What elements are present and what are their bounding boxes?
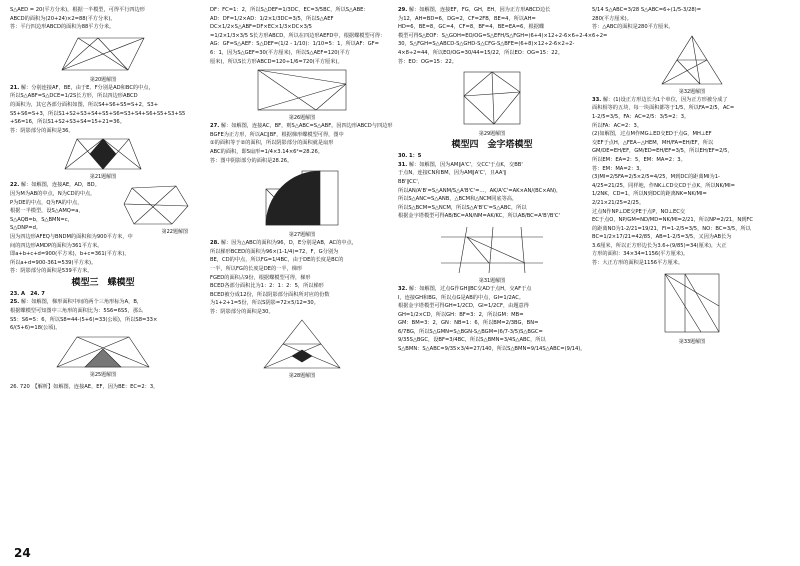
text-line: 5/14 S△ABC=3/28 S△ABC=6÷(1/5-3/28)= [592,7,702,13]
question-33 [592,96,792,105]
text-line: 所以AN/A'B'=S△ANM/S△A'B'C'=...，AK/A'C'=AK×AN/(BC×AN)， [398,187,562,194]
text-line: 所以a+d=900-361=539(平方米)。 [10,259,97,266]
figure-caption: 第25题解图 [89,371,117,378]
question-number: 21. [10,84,20,91]
text-line: 根据金字塔模型可得GH=1/2CD，GI=1/2CF，由题意得 [398,303,529,310]
text-line: S5：S6=5：6，所以S8=44-(5+6)=33(公顷)，所以S8=33× [10,316,158,323]
text-line: 因为四边形AFEQ与BNDM的面积和为900平方米，中 [10,233,133,240]
text-line: S△BMN：S△ABC=9/35×3/4=27/140，所以S△BMN=9/14S△ABC=(9/14)。 [398,346,586,353]
text-line: 解：如解图，梯形面积中间的两个三角形标为A，B， [20,299,143,306]
text-line: 6/7BG，所以S△GMN=S△BGN-S△BGM=(6/7-3/5)S△BGC= [398,328,543,335]
text-line: (3)MI=2/5FA=2/5×2/5=4/25，M到DC的距离MI为1- [592,174,720,181]
text-line: 答：阴影部分的面积是36。 [10,127,74,134]
text-line: FGED的面积占9份，根据蝶模型可得，梯形 [210,274,311,281]
text-line: BB'∥CC'， [398,178,423,185]
text-line: P为DE的中点，Q为FA的中点， [10,199,83,206]
section-heading: 模型四 金字塔模型 [451,140,533,151]
text-line: 解：如解图，因为AM∥A'C'，交CC'于点K，交BB' [408,161,523,168]
text-line: 答：△ABC的面积是280平方厘米。 [592,24,674,31]
figure-28 [262,318,342,370]
text-line: 1-2/5=3/5，FA：AC=2/5：3/5=2：3。 [592,113,690,120]
text-line: 所以S△ANC=S△ANB，△BCM和△NCM同底等高， [398,196,518,203]
text-line: 解：如解图，过点G作GH∥BC交AD于点H，交AF于点 [408,285,532,292]
text-line: 为1+2+1=5份，所以S阴影=72×5/12=30。 [210,300,319,307]
text-line: 6：1，因为S△GEF=30(平方厘米)，所以S△AEF=120(平方 [210,49,350,56]
text-line: 的距离NO为1-2/21=19/21，FI=1-2/5=3/5，NO：BC=3/5，所以 [592,225,751,232]
column-1 [10,6,196,391]
text-line: AG：GF=S△AEF：S△DEF=(1/2 - 1/10)：1/10=5：1，所以AF：GF= [210,41,379,48]
text-line: 即a+b+c+d=900(平方米)，b+c=361(平方米)， [10,251,130,258]
text-line: 2/21×21/25=2/25。 [592,199,645,206]
text-line: 答：阴影部分的面积是30。 [210,308,274,315]
text-line: 的面积为，其它各部分面积如图，所以S4+S6+S5=S+2，S3+ [10,101,159,108]
text-line: 解：因为△ABC的面积为96，D，E分别是AB，AC的中点， [220,240,357,247]
text-line: 26. 720 【解析】如解图，连接AE，EF，因为BE：EC=2：3， [10,383,159,390]
figure-caption: 第28题解图 [288,373,316,380]
figure-caption: 第32题解图 [678,88,706,95]
figure-caption: 第29题解图 [478,131,506,138]
text-line: 所以S△BCM=S△NCM，所以S△A'B'C'=S△ABC，所以 [398,204,527,211]
text-line: 280(平方厘米)。 [592,15,632,22]
text-line: 所以S△ABF=S△DCE=1/2S长方形，所以四边形ABCD [10,93,138,100]
figure-32 [660,34,724,86]
figure-caption: 第21题解图 [89,174,117,181]
text-line: 根据一半模型，设S△AMQ=a， [10,208,84,215]
text-line: 4×8÷2=44，所以EO/OG=30/44=15/22，所以EO：OG=15：22。 [398,49,564,56]
figure-caption: 第26题解图 [288,115,316,122]
figure-caption: 第20题解图 [89,76,117,83]
figure-33 [661,270,723,336]
text-line: BCED各部分面积比为1：2：1：2：5，所以梯形 [210,283,324,290]
text-line: 根据金字塔模型可得AB/BC=AN/NM=AK/KC，所以AB/BC=A'B'/B'C' [398,213,560,220]
text-line: 间的四边形AMDP的面积为361平方米。 [10,242,103,249]
text-line: 交EF于点H，△FEA∽△HEM，MH/FA=EH/EF，所以 [592,139,714,146]
text-line: S△AED = 20(平方分米)，根据一半模型，可得平行四边形 [10,7,145,13]
page-number: 24 [14,546,31,560]
figure-26 [256,68,348,112]
figure-caption: 第22题解图 [161,228,188,235]
question-number: 29. [398,7,408,13]
text-line: 23. A 24. 7 [10,290,45,297]
text-line: 答：图中阴影部分的面积是28.26。 [210,157,293,164]
text-line: ABCD的面积为(20+24)×2=88(平方分米)。 [10,15,116,22]
text-line: BC=1/2×17/21=42/85，AB=1-2/5=3/5，又因为AB长为 [592,234,732,241]
text-line: 答：大正方形的面积是1156平方厘米。 [592,260,684,267]
text-line: 过点N作NP⊥DE交PE于点P，NO⊥EC交 [592,208,686,215]
text-line: 30. 1：5 [398,153,422,160]
text-line: (2)如解图，过点M作MG⊥ED交ED于点G，MH⊥EF [592,131,712,138]
text-line: S△AQB=b，S△BMN=c， [10,216,73,223]
question-31 [398,161,586,170]
text-line: 解：如解图，连接AC，BF，则S△ABC=S△ABF。因四边形ABCD与四边形 [220,123,393,130]
question-number: 32. [398,285,408,292]
question-number: 25. [10,299,20,306]
text-line: GM/DE=EH/EF，GM/ED=EH/EF=3/5，所以EH/EF=2/5， [592,148,733,155]
text-line: 解：如解图，连接EF，FG，GH，EH，因为正方形ABCD边长 [408,7,551,13]
text-line: 解：(1)设正方形边长为1个单位，因为正方形被分成了 [602,96,728,103]
question-number: 22. [10,182,20,189]
text-line: I，连接GH和BG，所以点G是AB的中点，GI=1/2AC。 [398,294,525,301]
text-line: 方形的面积：34×34=1156(平方厘米)。 [592,251,689,258]
text-line: 答：EO：OG=15：22。 [398,58,457,65]
text-line: BGFE为正方形，所以AC∥BF，根据梯形蝶模型可得，图中 [210,131,344,138]
text-line: ①的面积等于②的面积，所以阴影部分的面积就是扇形 [210,140,334,147]
text-line: 所以EM：EA=2：5，EM：MA=2：3。 [592,156,686,163]
text-line: 所以梯形BCED的面积为96×(1-1/4)=72，F，G分别为 [210,248,339,255]
figure-27 [262,167,342,229]
figure-22 [122,184,190,228]
text-line: 1/2NK，CD=1，所以N到DC的距离NK=NK/MI= [592,191,707,198]
text-line: BE，CD的中点，所以FG=1/4BC，由于DE的长度是BC的 [210,257,344,264]
column-4 [592,6,792,346]
text-line: +S6=16，所以S1+S2+S3+S4=15+21=36。 [10,119,125,126]
section-heading: 模型三 蝶模型 [71,277,135,288]
text-line: 解：如解图，连接AE，AD，BD。 [20,182,100,189]
figure-caption: 第27题解图 [288,232,316,239]
text-line: GH=1/2×CD，所以GH：BF=3：2，所以GM：MB= [398,311,524,318]
text-line: 厘米)，所以S长方形ABCD=120÷1/6=720(平方厘米)。 [210,58,343,65]
text-line: 根据蝶模型可知图中三角形的面积比为：5S6=6S5，那么 [10,308,144,315]
text-line: 一半，所以FG的长度是DE的一半，梯形 [210,265,303,272]
text-line: EC于点O，NP/GM=ND/MD=NK/MI=2/21，所以NP=2/21，N到FC [592,217,754,224]
question-29 [398,6,586,15]
question-25 [10,298,196,307]
question-22-body [10,190,196,233]
text-line: 6/(5+6)=18(公顷)。 [10,325,61,332]
text-line: 答：阴影部分的面积是539平方米。 [10,268,93,275]
text-line: AD：DF=1/2×AD：1/2×1/3DC=3/5，所以S△AEF [210,15,334,22]
question-number: 33. [592,96,602,103]
text-line: ABC的面积，即S扇形=1/4×3.14×6²=28.26。 [210,148,323,155]
text-line: 3.6厘米，所以正方形边长为3.6÷(9/85)=34(厘米)，大正 [592,242,727,249]
question-28 [210,239,394,248]
text-line: BCED被分成12份，所以阴影部分面积所对应的份数 [210,291,330,298]
text-line: 面积相等的五块，每一块面积都等于1/5，所以FA=2/5，AC= [592,105,735,112]
text-line: =1/2×1/3×3/5 S长方形ABCD，所以在四边形AEFD中，根据蝶模型可得： [210,32,386,39]
question-32 [398,285,586,294]
figure-caption: 第33题解图 [678,338,706,345]
text-line: 30，S△FGH=S△ABCD-S△GHD-S△CFG-S△BFE=(6+8)×12÷2-6×2÷2- [398,41,575,48]
text-line: 答：平行四边形ABCD的面积为88平方分米。 [10,24,115,31]
text-line: DC×1/2×S△ABF=DF×EC×1/3×DC×3/5 [210,24,312,31]
text-line: 模型可得S△EOF：S△GOH=EO/OG=S△EFH/S△FGH=(6+4)×12÷2-6×6÷2-4×6÷2= [398,32,608,39]
text-line: 所以FA：AC=2：3。 [592,122,643,129]
figure-25 [55,335,151,369]
text-line: 9/35S△BGC，设BF=3/4BC，所以S△BMN=3/4S△ABC，所以 [398,337,546,344]
text-line: 因为M为AB的中点，N为CD的中点， [10,190,96,197]
text-line: S5+S6=S+3，所以S1+S2+S3+S4+S5+S6=S3+S4+S6+S5+S3+S5 [10,110,186,117]
text-line: GM：BM=3：2，GN：NB=1：6，所以BM=2/3BG，BN= [398,320,539,327]
text-line: 为12，AH=BD=6，DG=2，CF=2FB，BE=4，所以AH= [398,15,536,22]
figure-31 [437,223,547,275]
text-line: DF：FC=1：2，所以S△DEF=1/3DC，EC=3/5BC，所以S△ABE： [210,7,369,13]
figure-caption: 第31题解图 [478,277,506,284]
text-line: 答：EM：MA=2：3。 [592,165,645,172]
figure-29 [460,68,524,128]
question-21 [10,84,196,93]
figure-21 [63,137,143,171]
text-line: 于点N，连接CN和BM，因为AM∥A'C'，且AA'∥ [398,170,507,177]
figure-20 [58,34,148,74]
question-number: 31. [398,161,408,168]
text-line: 4/25=21/25，同样地，作NK⊥CD交CD于点K，所以NK/MI= [592,182,736,189]
text-line: HD=6，BE=8，GC=4，CF=8，BF=4，BE=EA=6，根据蝶 [398,24,545,31]
text-line: 解：分别连接AF，BE，由于E、F分别是AD和BC的中点， [20,84,154,91]
column-2 [210,6,394,380]
question-27 [210,122,394,131]
question-number: 27. [210,123,220,130]
text-line: S△DNP=d。 [10,225,42,232]
question-number: 28. [210,240,220,247]
